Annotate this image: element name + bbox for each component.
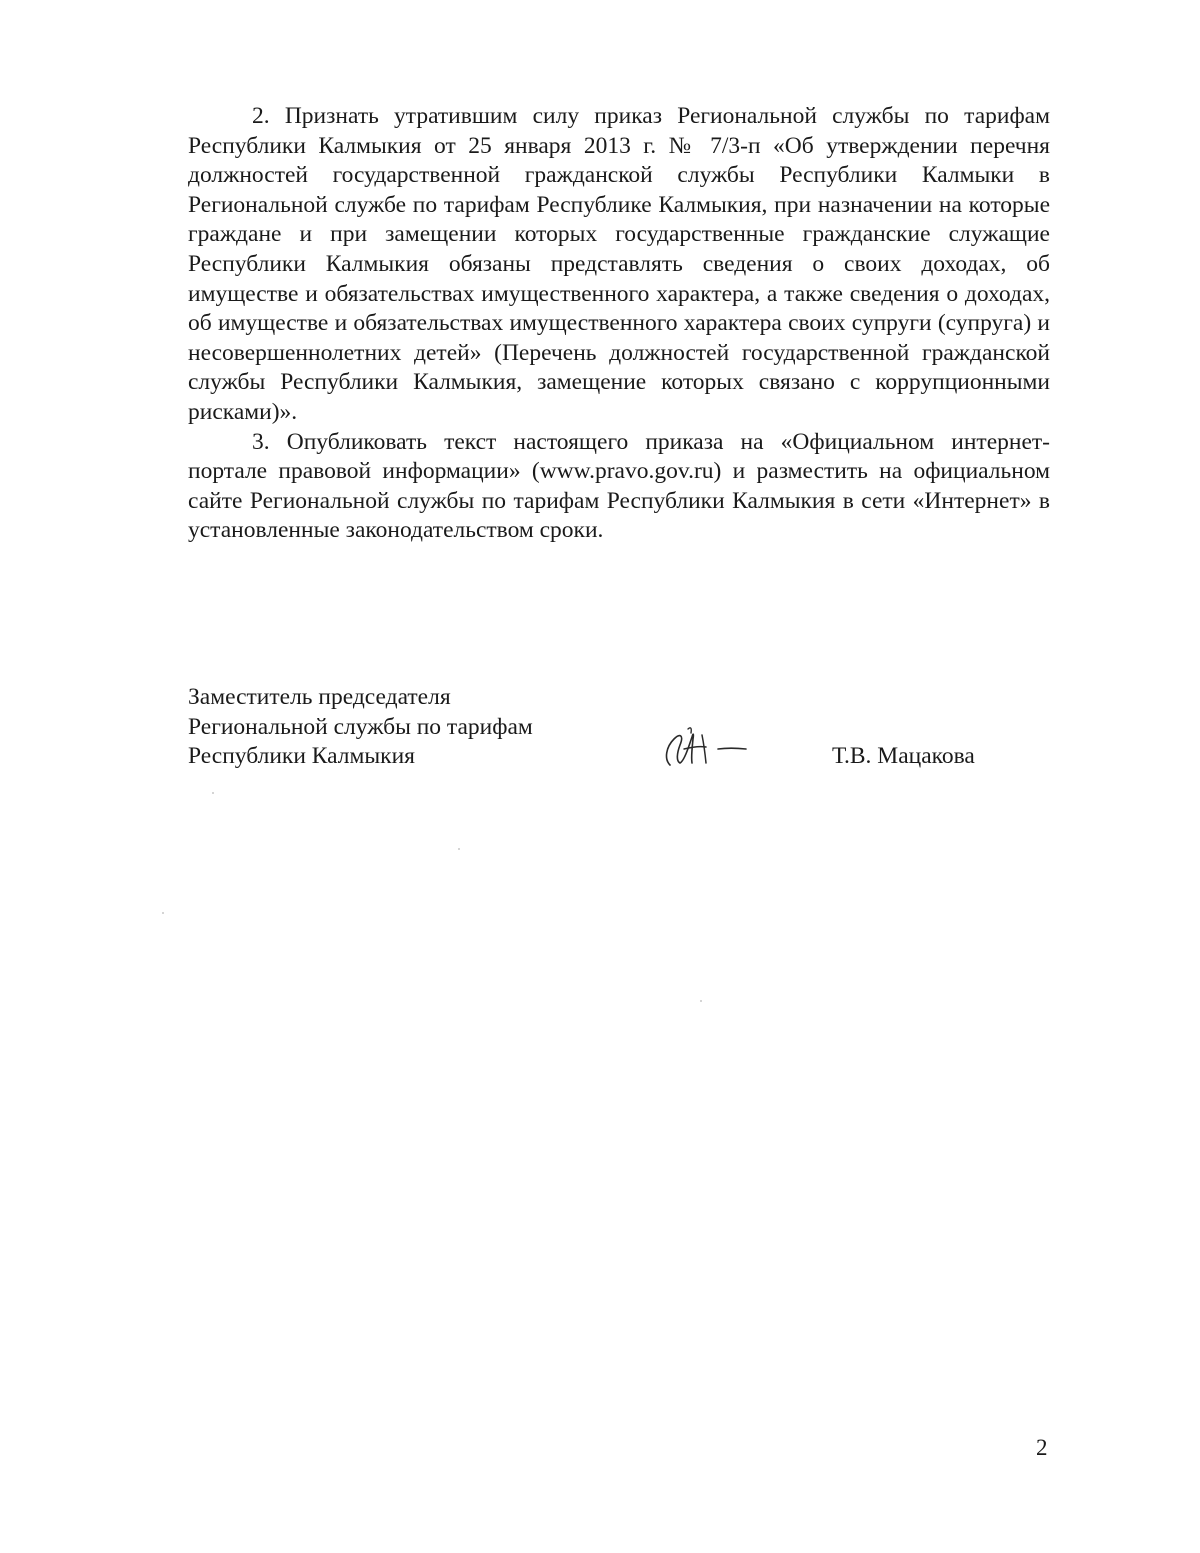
signer-position-line-3: Республики Калмыкия	[188, 743, 415, 770]
signer-position-line-2: Региональной службы по тарифам	[188, 713, 533, 740]
signature-block	[188, 683, 1008, 793]
paragraph-3: 3. Опубликовать текст настоящего приказа на «Официальном интернет-портале правовой информации» (www.pravo.gov.ru) и разместить на официальном сайте Региональной службы по тарифам Республики Калмыкия в сети «Интернет» в установленные законодательством сроки.	[188, 428, 1050, 544]
document-body	[188, 102, 1050, 546]
handwritten-signature	[658, 721, 758, 769]
scan-speck	[162, 912, 164, 914]
signer-position-line-1: Заместитель председателя	[188, 684, 451, 710]
signer-name: Т.В. Мацакова	[832, 743, 975, 769]
scan-speck	[458, 848, 460, 850]
scan-speck	[212, 792, 214, 794]
page-number: 2	[1036, 1435, 1048, 1460]
scan-speck	[700, 1000, 702, 1002]
paragraph-2: 2. Признать утратившим силу приказ Региональной службы по тарифам Республики Калмыкия от 25 января 2013 г. № 7/3-п «Об утверждении перечня должностей государственной гражданской службы Республики Калмыки в Региональной службе по тарифам Республике Калмыкия, при назначении на которые граждане и при замещении которых государственные гражданские служащие Республики Калмыкия обязаны представлять сведения о своих доходах, об имуществе и обязательствах имущественного характера, а также сведения о доходах, об имуществе и обязательствах имущественного характера своих супруги (супруга) и несовершеннолетних детей» (Перечень должностей государственной гражданской службы Республики Калмыкия, замещение которых связано с коррупционными рисками)».	[188, 103, 1050, 425]
